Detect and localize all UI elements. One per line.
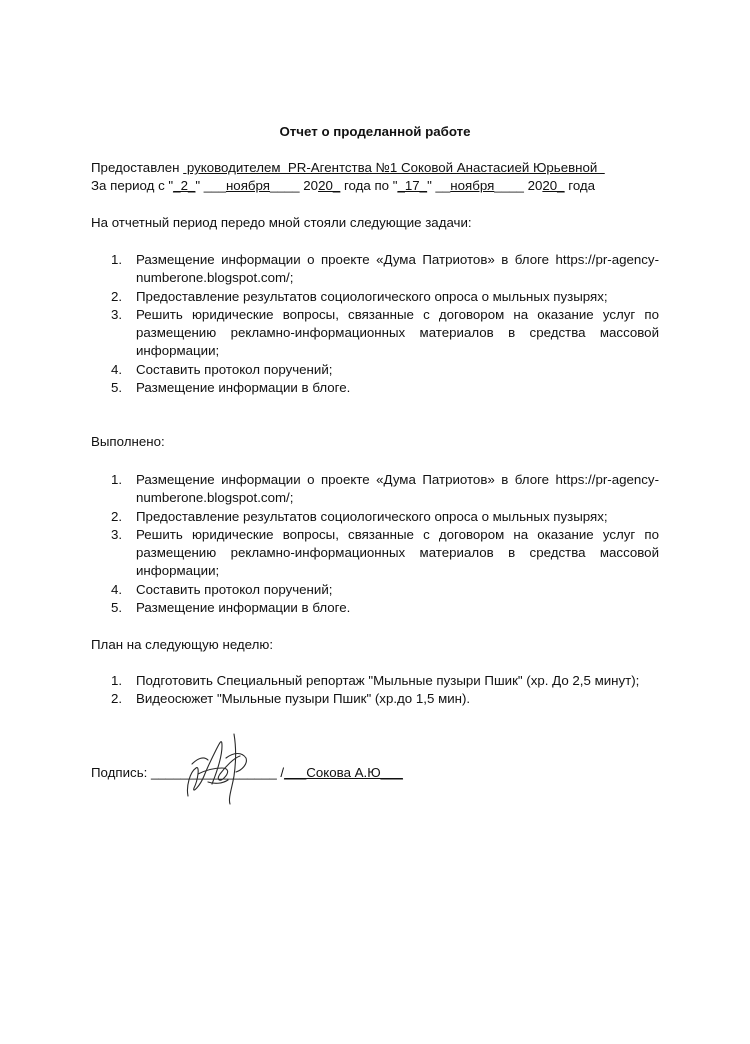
signature-blank: _________________ (151, 765, 277, 780)
done-list (111, 471, 659, 617)
period-text-7: года (564, 178, 596, 193)
list-item: 5. Размещение информации в блоге. (111, 600, 351, 616)
signature-label: Подпись: (91, 765, 152, 780)
period-text-5: " __ (427, 178, 451, 193)
done-heading: Выполнено: (91, 434, 165, 449)
period-end-year: 20_ (542, 178, 565, 193)
list-item: 3. Решить юридические вопросы, связанные с договором на оказание услуг по размещению рекламно-информационных материалов в средства массовой информации; (111, 526, 659, 579)
list-item: 4. Составить протокол поручений; (111, 361, 333, 377)
period-start-day: _2_ (173, 178, 196, 193)
list-item: 2. Предоставление результатов социологического опроса о мыльных пузырях; (111, 508, 608, 524)
provided-by: руководителем PR-Агентства №1 Соковой Анастасией Юрьевной (183, 160, 605, 175)
signature-name: ___Сокова А.Ю___ (284, 765, 403, 780)
provided-line (91, 159, 605, 177)
document-title: Отчет о проделанной работе (279, 124, 471, 139)
tasks-list (111, 251, 659, 397)
provided-prefix: Предоставлен (91, 160, 180, 175)
period-text-3: ____ 20 (269, 178, 319, 193)
list-item: 2. Предоставление результатов социологического опроса о мыльных пузырях; (111, 288, 608, 304)
period-line (91, 177, 595, 195)
period-start-month: ноября (225, 178, 270, 193)
handwritten-signature (178, 728, 258, 808)
plan-heading: План на следующую неделю: (91, 637, 274, 652)
period-end-day: _17_ (397, 178, 428, 193)
list-item: 5. Размещение информации в блоге. (111, 380, 351, 396)
list-item: 1. Размещение информации о проекте «Дума Патриотов» в блоге https://pr-agency-numberone.blogspot.com/; (111, 252, 659, 286)
signature-separator: / (276, 765, 285, 780)
list-item: 4. Составить протокол поручений; (111, 581, 333, 597)
period-text-2: " ___ (195, 178, 226, 193)
list-item: 1. Подготовить Специальный репортаж "Мыльные пузыри Пшик" (хр. До 2,5 минут); (111, 673, 640, 688)
tasks-heading: На отчетный период передо мной стояли следующие задачи: (91, 215, 472, 230)
list-item: 3. Решить юридические вопросы, связанные с договором на оказание услуг по размещению рекламно-информационных материалов в средства массовой информации; (111, 306, 659, 359)
period-text-4: года по " (340, 178, 398, 193)
plan-list (111, 672, 659, 709)
period-start-year: 20_ (318, 178, 341, 193)
list-item: 1. Размещение информации о проекте «Дума Патриотов» в блоге https://pr-agency-numberone.blogspot.com/; (111, 472, 659, 506)
period-text-1: За период с " (91, 178, 174, 193)
list-item: 2. Видеосюжет "Мыльные пузыри Пшик" (хр.до 1,5 мин). (111, 691, 471, 707)
period-text-6: ____ 20 (494, 178, 543, 193)
period-end-month: ноября (450, 178, 495, 193)
